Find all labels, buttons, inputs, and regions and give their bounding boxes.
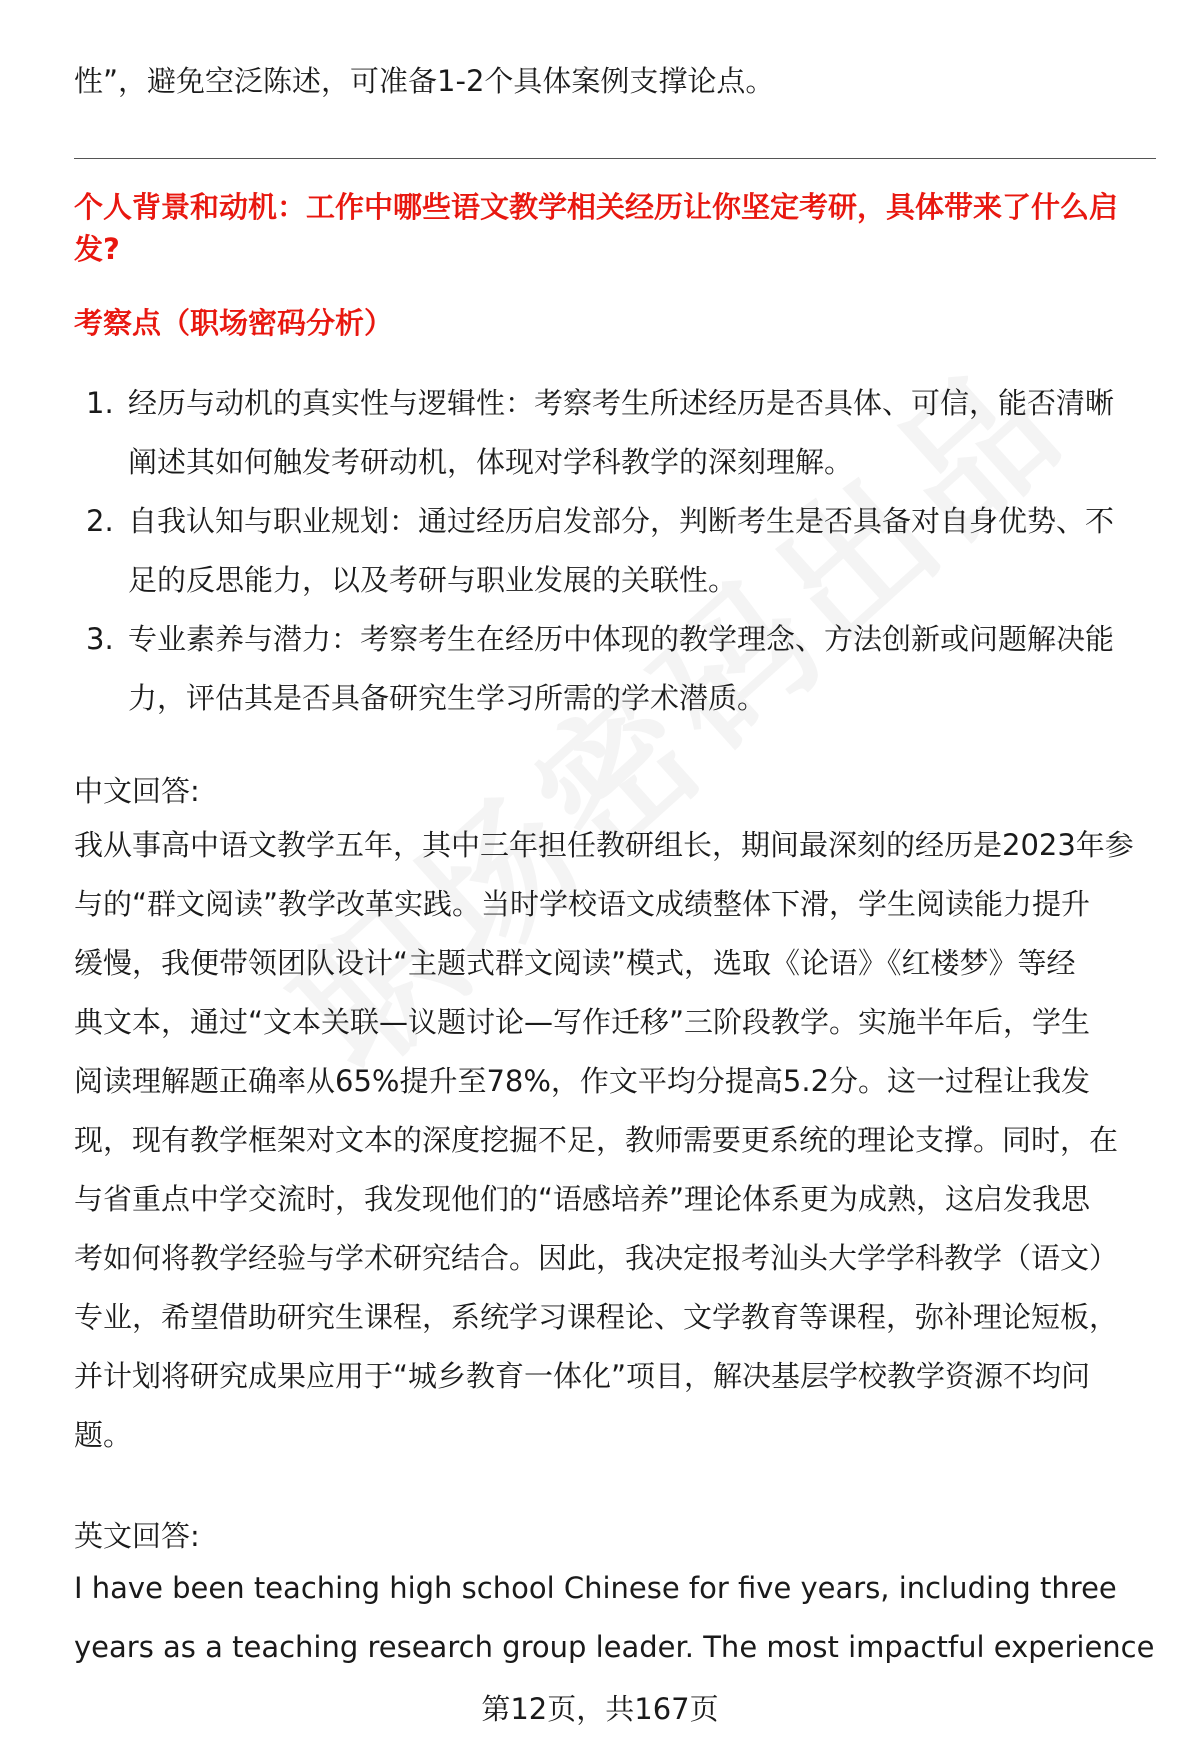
answer-line: 题。 (74, 1418, 133, 1452)
question-heading (74, 186, 1156, 270)
assessment-subheading: 考察点（职场密码分析） (74, 306, 394, 340)
answer-line: 典文本，通过“文本关联—议题讨论—写作迁移”三阶段教学。实施半年后，学生 (74, 1005, 1091, 1039)
point-line: 足的反思能力，以及考研与职业发展的关联性。 (128, 563, 738, 597)
assessment-point (74, 610, 1156, 728)
chinese-answer-paragraph (74, 816, 1156, 1465)
answer-line: 阅读理解题正确率从65%提升至78%，作文平均分提高5.2分。这一过程让我发 (74, 1064, 1091, 1098)
answer-line: 并计划将研究成果应用于“城乡教育一体化”项目，解决基层学校教学资源不均问 (74, 1359, 1091, 1393)
question-line: 个人背景和动机：工作中哪些语文教学相关经历让你坚定考研，具体带来了什么启 (74, 190, 1119, 224)
assessment-point (74, 374, 1156, 492)
page-number-footer: 第12页，共167页 (481, 1692, 719, 1726)
point-line: 力，评估其是否具备研究生学习所需的学术潜质。 (128, 681, 767, 715)
answer-line: 我从事高中语文教学五年，其中三年担任教研组长，期间最深刻的经历是2023年参 (74, 828, 1134, 862)
intro-line: 性”，避免空泛陈述，可准备1-2个具体案例支撑论点。 (74, 64, 775, 98)
point-line: 自我认知与职业规划：通过经历启发部分，判断考生是否具备对自身优势、不 (128, 504, 1115, 538)
english-answer-paragraph (74, 1559, 1156, 1677)
assessment-point (74, 492, 1156, 610)
section-divider (74, 158, 1156, 159)
answer-line: 与省重点中学交流时，我发现他们的“语感培养”理论体系更为成熟，这启发我思 (74, 1182, 1091, 1216)
point-number: 3. (86, 622, 114, 656)
question-line: 发? (74, 232, 120, 266)
chinese-answer-label: 中文回答: (74, 774, 200, 808)
point-line: 经历与动机的真实性与逻辑性：考察考生所述经历是否具体、可信，能否清晰 (128, 386, 1115, 420)
answer-line: 与的“群文阅读”教学改革实践。当时学校语文成绩整体下滑，学生阅读能力提升 (74, 887, 1091, 921)
point-line: 阐述其如何触发考研动机，体现对学科教学的深刻理解。 (128, 445, 854, 479)
point-number: 2. (86, 504, 114, 538)
answer-line: 专业，希望借助研究生课程，系统学习课程论、文学教育等课程，弥补理论短板， (74, 1300, 1119, 1334)
answer-line: 缓慢，我便带领团队设计“主题式群文阅读”模式，选取《论语》《红楼梦》等经 (74, 946, 1076, 980)
english-answer-label: 英文回答: (74, 1519, 200, 1553)
point-line: 专业素养与潜力：考察考生在经历中体现的教学理念、方法创新或问题解决能 (128, 622, 1115, 656)
answer-line: 现，现有教学框架对文本的深度挖掘不足，教师需要更系统的理论支撑。同时，在 (74, 1123, 1119, 1157)
assessment-points-list (74, 374, 1156, 728)
answer-line: years as a teaching research group leader. The most impactful experience (74, 1630, 1155, 1664)
point-number: 1. (86, 386, 114, 420)
answer-line: 考如何将教学经验与学术研究结合。因此，我决定报考汕头大学学科教学（语文） (74, 1241, 1119, 1275)
answer-line: I have been teaching high school Chinese for five years, including three (74, 1571, 1117, 1605)
